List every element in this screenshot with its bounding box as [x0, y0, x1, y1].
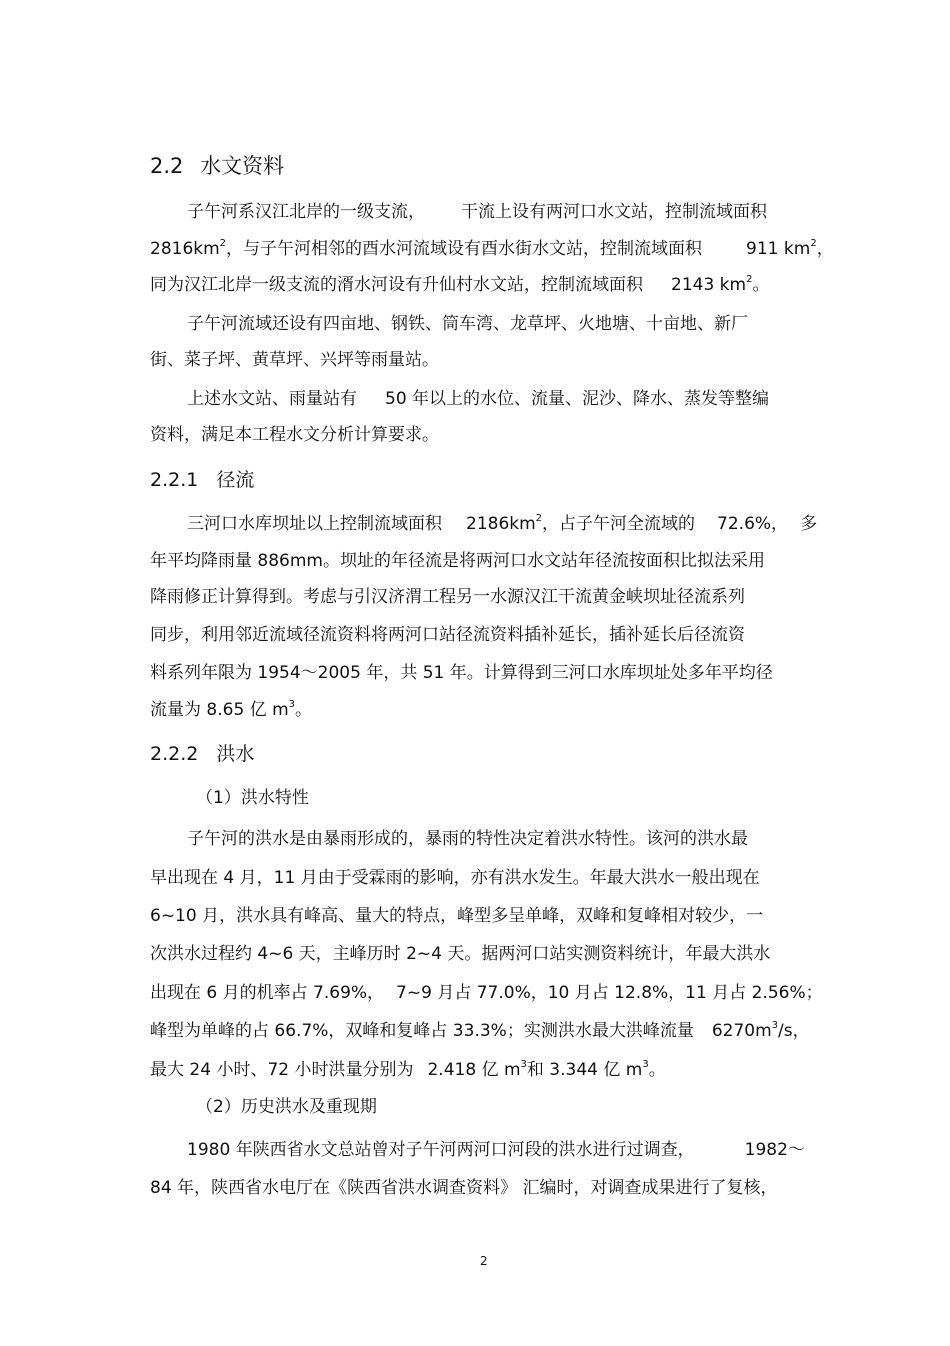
text-run: ， [816, 239, 834, 259]
section-title: 水文资料 [200, 154, 285, 178]
superscript: 3 [288, 699, 295, 710]
paragraph-line: 子午河的洪水是由暴雨形成的，暴雨的特性决定着洪水特性。该河的洪水最 [187, 829, 748, 849]
paragraph-line [187, 512, 817, 536]
text-run: 1982～ [744, 1140, 805, 1160]
text-run: 子午河系汉江北岸的一级支流， [187, 202, 425, 222]
paragraph-line: 次洪水过程约 4~6 天，主峰历时 2~4 天。据两河口站实测资料统计，年最大洪水 [150, 944, 771, 964]
text-run: 。 [648, 1060, 666, 1080]
paragraph-line: 年平均降雨量 886mm。坝址的年径流是将两河口水文站年径流按面积比拟法采用 [150, 551, 765, 571]
section-heading-2-2 [150, 152, 284, 180]
paragraph-line: 料系列年限为 1954～2005 年，共 51 年。计算得到三河口水库坝址处多年平均径 [150, 663, 773, 683]
text-run: 上述水文站、雨量站有 [187, 389, 357, 409]
paragraph-line: 街、菜子坪、黄草坪、兴坪等雨量站。 [150, 350, 439, 370]
paragraph-line [150, 1019, 810, 1043]
text-run: 。 [295, 700, 312, 720]
text-run: 干流上设有两河口水文站，控制流域面积 [461, 202, 767, 222]
text-run: 2.418 亿 m [427, 1060, 521, 1080]
paragraph-line: 资料，满足本工程水文分析计算要求。 [150, 425, 439, 445]
text-run: 流量为 8.65 亿 m [150, 700, 289, 720]
paragraph-line: 早出现在 4 月，11 月由于受霖雨的影响，亦有洪水发生。年最大洪水一般出现在 [150, 868, 760, 888]
text-run: 1980 年陕西省水文总站曾对子午河两河口河段的洪水进行过调查， [187, 1140, 695, 1160]
superscript: 2 [746, 274, 753, 285]
text-run: 50 年以上的水位、流量、泥沙、降水、蒸发等整编 [385, 389, 770, 409]
paragraph-line [150, 273, 769, 297]
text-run: 峰型为单峰的占 66.7%，双峰和复峰占 33.3%；实测洪水最大洪峰流量 [150, 1021, 694, 1041]
text-run: 。 [752, 275, 770, 295]
paragraph-line [187, 387, 769, 411]
text-run: 6270m [711, 1021, 772, 1041]
superscript: 2 [535, 513, 543, 524]
section-heading-2-2-1 [150, 467, 254, 493]
text-run: 2816km [150, 239, 220, 259]
text-run: 三河口水库坝址以上控制流域面积 [187, 514, 442, 534]
paragraph-line [150, 698, 312, 722]
section-title: 洪水 [216, 743, 255, 765]
text-run: 同为汉江北岸一级支流的湑水河设有升仙村水文站，控制流域面积 [150, 275, 643, 295]
paragraph-line [150, 1058, 666, 1082]
text-run: ，占子午河全流域的 [542, 514, 696, 534]
paragraph-line: 子午河流域还设有四亩地、钢铁、筒车湾、龙草坪、火地塘、十亩地、新厂 [187, 314, 748, 334]
paragraph-line: 84 年，陕西省水电厅在《陕西省洪水调查资料》 汇编时，对调查成果进行了复核， [150, 1178, 778, 1198]
subheading-historical-floods: （2）历史洪水及重现期 [196, 1097, 377, 1117]
paragraph-line [187, 1138, 805, 1162]
text-run: ，与子午河相邻的酉水河流域设有酉水街水文站，控制流域面积 [226, 239, 703, 259]
superscript: 2 [810, 238, 817, 249]
paragraph-line: 降雨修正计算得到。考虑与引汉济渭工程另一水源汉江干流黄金峡坝址径流系列 [150, 587, 745, 607]
text-run: 72.6%， [717, 514, 789, 534]
section-number: 2.2.1 [150, 469, 199, 491]
subheading-flood-characteristics: （1）洪水特性 [196, 788, 309, 808]
paragraph-line: 6~10 月，洪水具有峰高、量大的特点，峰型多呈单峰，双峰和复峰相对较少，一 [150, 906, 764, 926]
superscript: 3 [520, 1059, 527, 1070]
paragraph-line [150, 237, 834, 261]
superscript: 3 [642, 1059, 649, 1070]
text-run: 911 km [746, 239, 811, 259]
section-heading-2-2-2 [150, 741, 254, 767]
paragraph-line: 同步，利用邻近流域径流资料将两河口站径流资料插补延长，插补延长后径流资 [150, 625, 745, 645]
text-run: 和 3.344 亿 m [526, 1060, 643, 1080]
superscript: 2 [219, 238, 227, 249]
superscript: 3 [771, 1020, 779, 1031]
text-run: 最大 24 小时、72 小时洪量分别为 [150, 1060, 414, 1080]
paragraph-line [150, 981, 823, 1005]
text-run: 2186km [466, 514, 536, 534]
section-number: 2.2.2 [150, 743, 199, 765]
text-run: 多 [800, 514, 818, 534]
text-run: 2143 km [671, 275, 747, 295]
text-run: 出现在 6 月的机率占 7.69%， [150, 983, 385, 1003]
text-run: 7~9 月占 77.0%，10 月占 12.8%，11 月占 2.56%； [396, 983, 823, 1003]
paragraph-line [187, 200, 767, 224]
section-title: 径流 [216, 469, 255, 491]
section-number: 2.2 [150, 154, 184, 178]
text-run: /s， [778, 1021, 810, 1041]
page-number: 2 [480, 1254, 488, 1268]
